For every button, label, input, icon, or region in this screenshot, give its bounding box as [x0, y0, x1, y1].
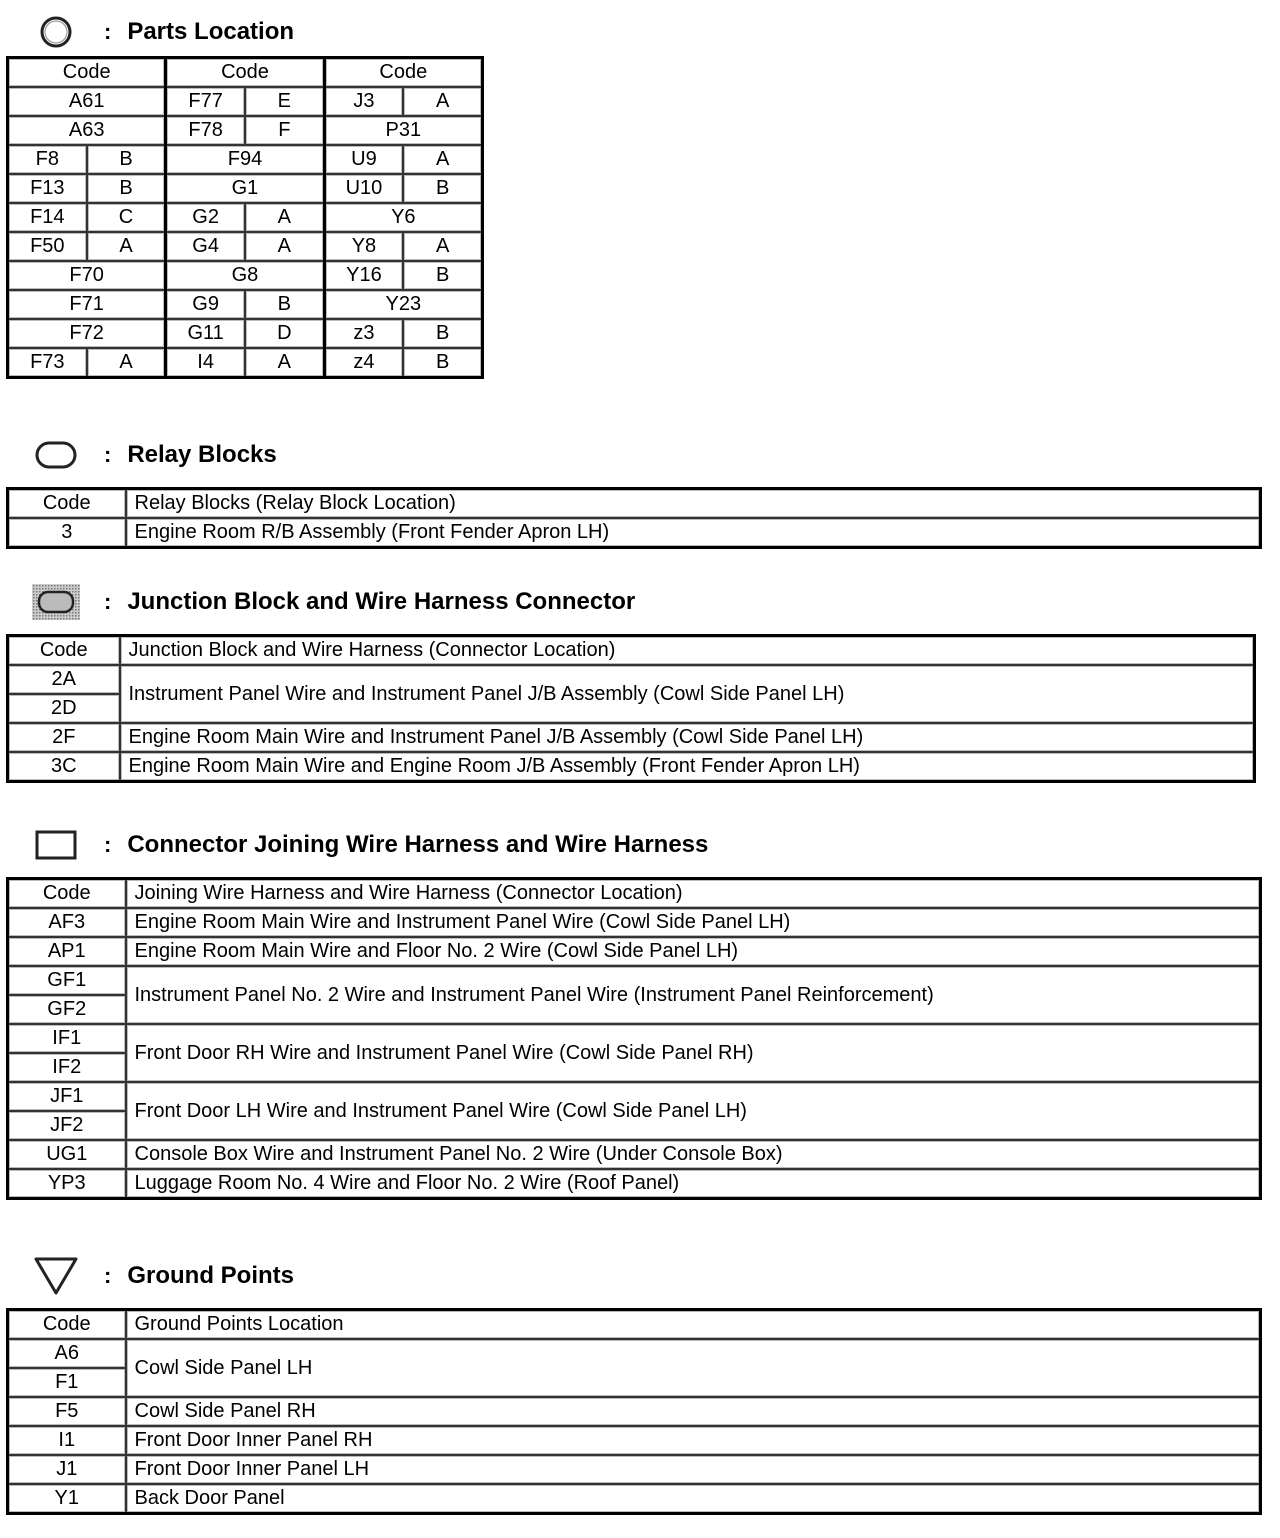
part-area-cell: B: [403, 319, 482, 348]
connector-joining-table: [6, 877, 1262, 1200]
description-cell: Engine Room Main Wire and Floor No. 2 Wire (Cowl Side Panel LH): [126, 937, 1261, 966]
part-area-cell: B: [403, 174, 482, 203]
table-row: [8, 1484, 1261, 1514]
code-cell: A6: [8, 1339, 126, 1368]
square-icon: [30, 825, 82, 865]
part-area-cell: A: [403, 87, 482, 116]
table-row: [8, 908, 1261, 937]
part-code-cell: A61: [8, 87, 166, 116]
table-header-row: [8, 58, 483, 88]
table-header-row: [8, 636, 1255, 666]
table-row: [8, 145, 483, 174]
part-code-cell: z3: [324, 319, 403, 348]
code-cell: IF1: [8, 1024, 126, 1053]
table-row: [8, 348, 483, 378]
code-cell: F5: [8, 1397, 126, 1426]
part-area-cell: B: [403, 348, 482, 378]
part-code-cell: F8: [8, 145, 87, 174]
table-row: [8, 1455, 1261, 1484]
part-code-cell: G9: [166, 290, 245, 319]
table-row: [8, 518, 1261, 548]
description-cell: Engine Room Main Wire and Instrument Panel J/B Assembly (Cowl Side Panel LH): [120, 723, 1255, 752]
part-code-cell: Y6: [324, 203, 482, 232]
description-cell: Engine Room R/B Assembly (Front Fender Apron LH): [126, 518, 1261, 548]
part-code-cell: U10: [324, 174, 403, 203]
column-header: Code: [8, 58, 166, 88]
part-area-cell: F: [245, 116, 324, 145]
section-title: Ground Points: [127, 1262, 294, 1289]
part-code-cell: F13: [8, 174, 87, 203]
part-area-cell: A: [87, 232, 166, 261]
column-header: Code: [166, 58, 324, 88]
circle-icon: [30, 12, 82, 52]
description-cell: Console Box Wire and Instrument Panel No. 2 Wire (Under Console Box): [126, 1140, 1261, 1169]
code-cell: YP3: [8, 1169, 126, 1199]
junction-block-heading: [30, 582, 635, 622]
description-cell: Cowl Side Panel LH: [126, 1339, 1261, 1397]
colon: :: [104, 442, 112, 467]
part-code-cell: F78: [166, 116, 245, 145]
junction-block-table: [6, 634, 1256, 783]
code-cell: F1: [8, 1368, 126, 1397]
column-header: Code: [324, 58, 482, 88]
part-code-cell: G11: [166, 319, 245, 348]
section-title: Junction Block and Wire Harness Connector: [127, 588, 636, 615]
table-row: [8, 1339, 1261, 1368]
description-cell: Front Door Inner Panel RH: [126, 1426, 1261, 1455]
table-row: [8, 966, 1261, 995]
part-code-cell: J3: [324, 87, 403, 116]
part-area-cell: B: [403, 261, 482, 290]
description-cell: Engine Room Main Wire and Engine Room J/B Assembly (Front Fender Apron LH): [120, 752, 1255, 782]
code-cell: JF1: [8, 1082, 126, 1111]
part-code-cell: F73: [8, 348, 87, 378]
relay-blocks-table: [6, 487, 1262, 549]
ground-points-heading: [30, 1256, 294, 1296]
table-row: [8, 203, 483, 232]
table-row: [8, 723, 1255, 752]
code-cell: J1: [8, 1455, 126, 1484]
triangle-down-icon: [30, 1256, 82, 1296]
section-title: Connector Joining Wire Harness and Wire Harness: [127, 831, 709, 858]
table-row: [8, 937, 1261, 966]
part-code-cell: F71: [8, 290, 166, 319]
colon: :: [104, 19, 112, 44]
code-cell: 3C: [8, 752, 120, 782]
description-column-header: Joining Wire Harness and Wire Harness (Connector Location): [126, 879, 1261, 909]
part-code-cell: P31: [324, 116, 482, 145]
part-code-cell: A63: [8, 116, 166, 145]
code-cell: JF2: [8, 1111, 126, 1140]
table-row: [8, 290, 483, 319]
description-cell: Instrument Panel Wire and Instrument Panel J/B Assembly (Cowl Side Panel LH): [120, 665, 1255, 723]
code-cell: Y1: [8, 1484, 126, 1514]
part-code-cell: G8: [166, 261, 324, 290]
table-row: [8, 1397, 1261, 1426]
table-row: [8, 87, 483, 116]
part-area-cell: B: [87, 145, 166, 174]
part-code-cell: z4: [324, 348, 403, 378]
part-code-cell: F50: [8, 232, 87, 261]
description-column-header: Relay Blocks (Relay Block Location): [126, 489, 1261, 519]
connector-joining-heading: [30, 825, 708, 865]
table-row: [8, 261, 483, 290]
part-area-cell: A: [245, 232, 324, 261]
part-code-cell: U9: [324, 145, 403, 174]
description-cell: Instrument Panel No. 2 Wire and Instrument Panel Wire (Instrument Panel Reinforcement): [126, 966, 1261, 1024]
code-cell: GF2: [8, 995, 126, 1024]
table-row: [8, 1082, 1261, 1111]
description-cell: Front Door RH Wire and Instrument Panel Wire (Cowl Side Panel RH): [126, 1024, 1261, 1082]
ground-points-table: [6, 1308, 1262, 1515]
part-area-cell: A: [403, 145, 482, 174]
code-column-header: Code: [8, 489, 126, 519]
part-area-cell: B: [245, 290, 324, 319]
code-cell: IF2: [8, 1053, 126, 1082]
table-header-row: [8, 879, 1261, 909]
table-header-row: [8, 1310, 1261, 1340]
section-title: Parts Location: [127, 18, 295, 45]
part-area-cell: A: [245, 203, 324, 232]
code-column-header: Code: [8, 879, 126, 909]
code-cell: GF1: [8, 966, 126, 995]
table-row: [8, 1169, 1261, 1199]
part-area-cell: B: [87, 174, 166, 203]
part-code-cell: Y8: [324, 232, 403, 261]
table-header-row: [8, 489, 1261, 519]
part-area-cell: C: [87, 203, 166, 232]
description-cell: Engine Room Main Wire and Instrument Panel Wire (Cowl Side Panel LH): [126, 908, 1261, 937]
relay-blocks-heading: [30, 435, 277, 475]
description-column-header: Ground Points Location: [126, 1310, 1261, 1340]
description-cell: Front Door LH Wire and Instrument Panel Wire (Cowl Side Panel LH): [126, 1082, 1261, 1140]
colon: :: [104, 1263, 112, 1288]
description-cell: Luggage Room No. 4 Wire and Floor No. 2 Wire (Roof Panel): [126, 1169, 1261, 1199]
part-area-cell: A: [245, 348, 324, 378]
part-area-cell: E: [245, 87, 324, 116]
part-code-cell: I4: [166, 348, 245, 378]
table-row: [8, 1140, 1261, 1169]
table-row: [8, 1426, 1261, 1455]
rounded-oval-icon: [30, 435, 82, 475]
code-cell: AP1: [8, 937, 126, 966]
code-column-header: Code: [8, 636, 120, 666]
code-column-header: Code: [8, 1310, 126, 1340]
description-column-header: Junction Block and Wire Harness (Connector Location): [120, 636, 1255, 666]
code-cell: I1: [8, 1426, 126, 1455]
table-row: [8, 116, 483, 145]
part-code-cell: G1: [166, 174, 324, 203]
part-area-cell: A: [87, 348, 166, 378]
table-row: [8, 752, 1255, 782]
code-cell: 3: [8, 518, 126, 548]
table-row: [8, 174, 483, 203]
code-cell: UG1: [8, 1140, 126, 1169]
part-code-cell: F72: [8, 319, 166, 348]
part-code-cell: F77: [166, 87, 245, 116]
code-cell: AF3: [8, 908, 126, 937]
shaded-rounded-box-icon: [30, 582, 82, 622]
colon: :: [104, 589, 112, 614]
table-row: [8, 1024, 1261, 1053]
parts-location-heading: [30, 12, 294, 52]
part-area-cell: D: [245, 319, 324, 348]
part-code-cell: F94: [166, 145, 324, 174]
part-code-cell: G2: [166, 203, 245, 232]
code-cell: 2F: [8, 723, 120, 752]
description-cell: Front Door Inner Panel LH: [126, 1455, 1261, 1484]
part-area-cell: A: [403, 232, 482, 261]
part-code-cell: G4: [166, 232, 245, 261]
parts-location-table: [6, 56, 484, 379]
table-row: [8, 319, 483, 348]
section-title: Relay Blocks: [127, 441, 277, 468]
part-code-cell: Y23: [324, 290, 482, 319]
code-cell: 2D: [8, 694, 120, 723]
colon: :: [104, 832, 112, 857]
table-row: [8, 232, 483, 261]
part-code-cell: F70: [8, 261, 166, 290]
table-row: [8, 665, 1255, 694]
description-cell: Cowl Side Panel RH: [126, 1397, 1261, 1426]
description-cell: Back Door Panel: [126, 1484, 1261, 1514]
part-code-cell: F14: [8, 203, 87, 232]
part-code-cell: Y16: [324, 261, 403, 290]
code-cell: 2A: [8, 665, 120, 694]
